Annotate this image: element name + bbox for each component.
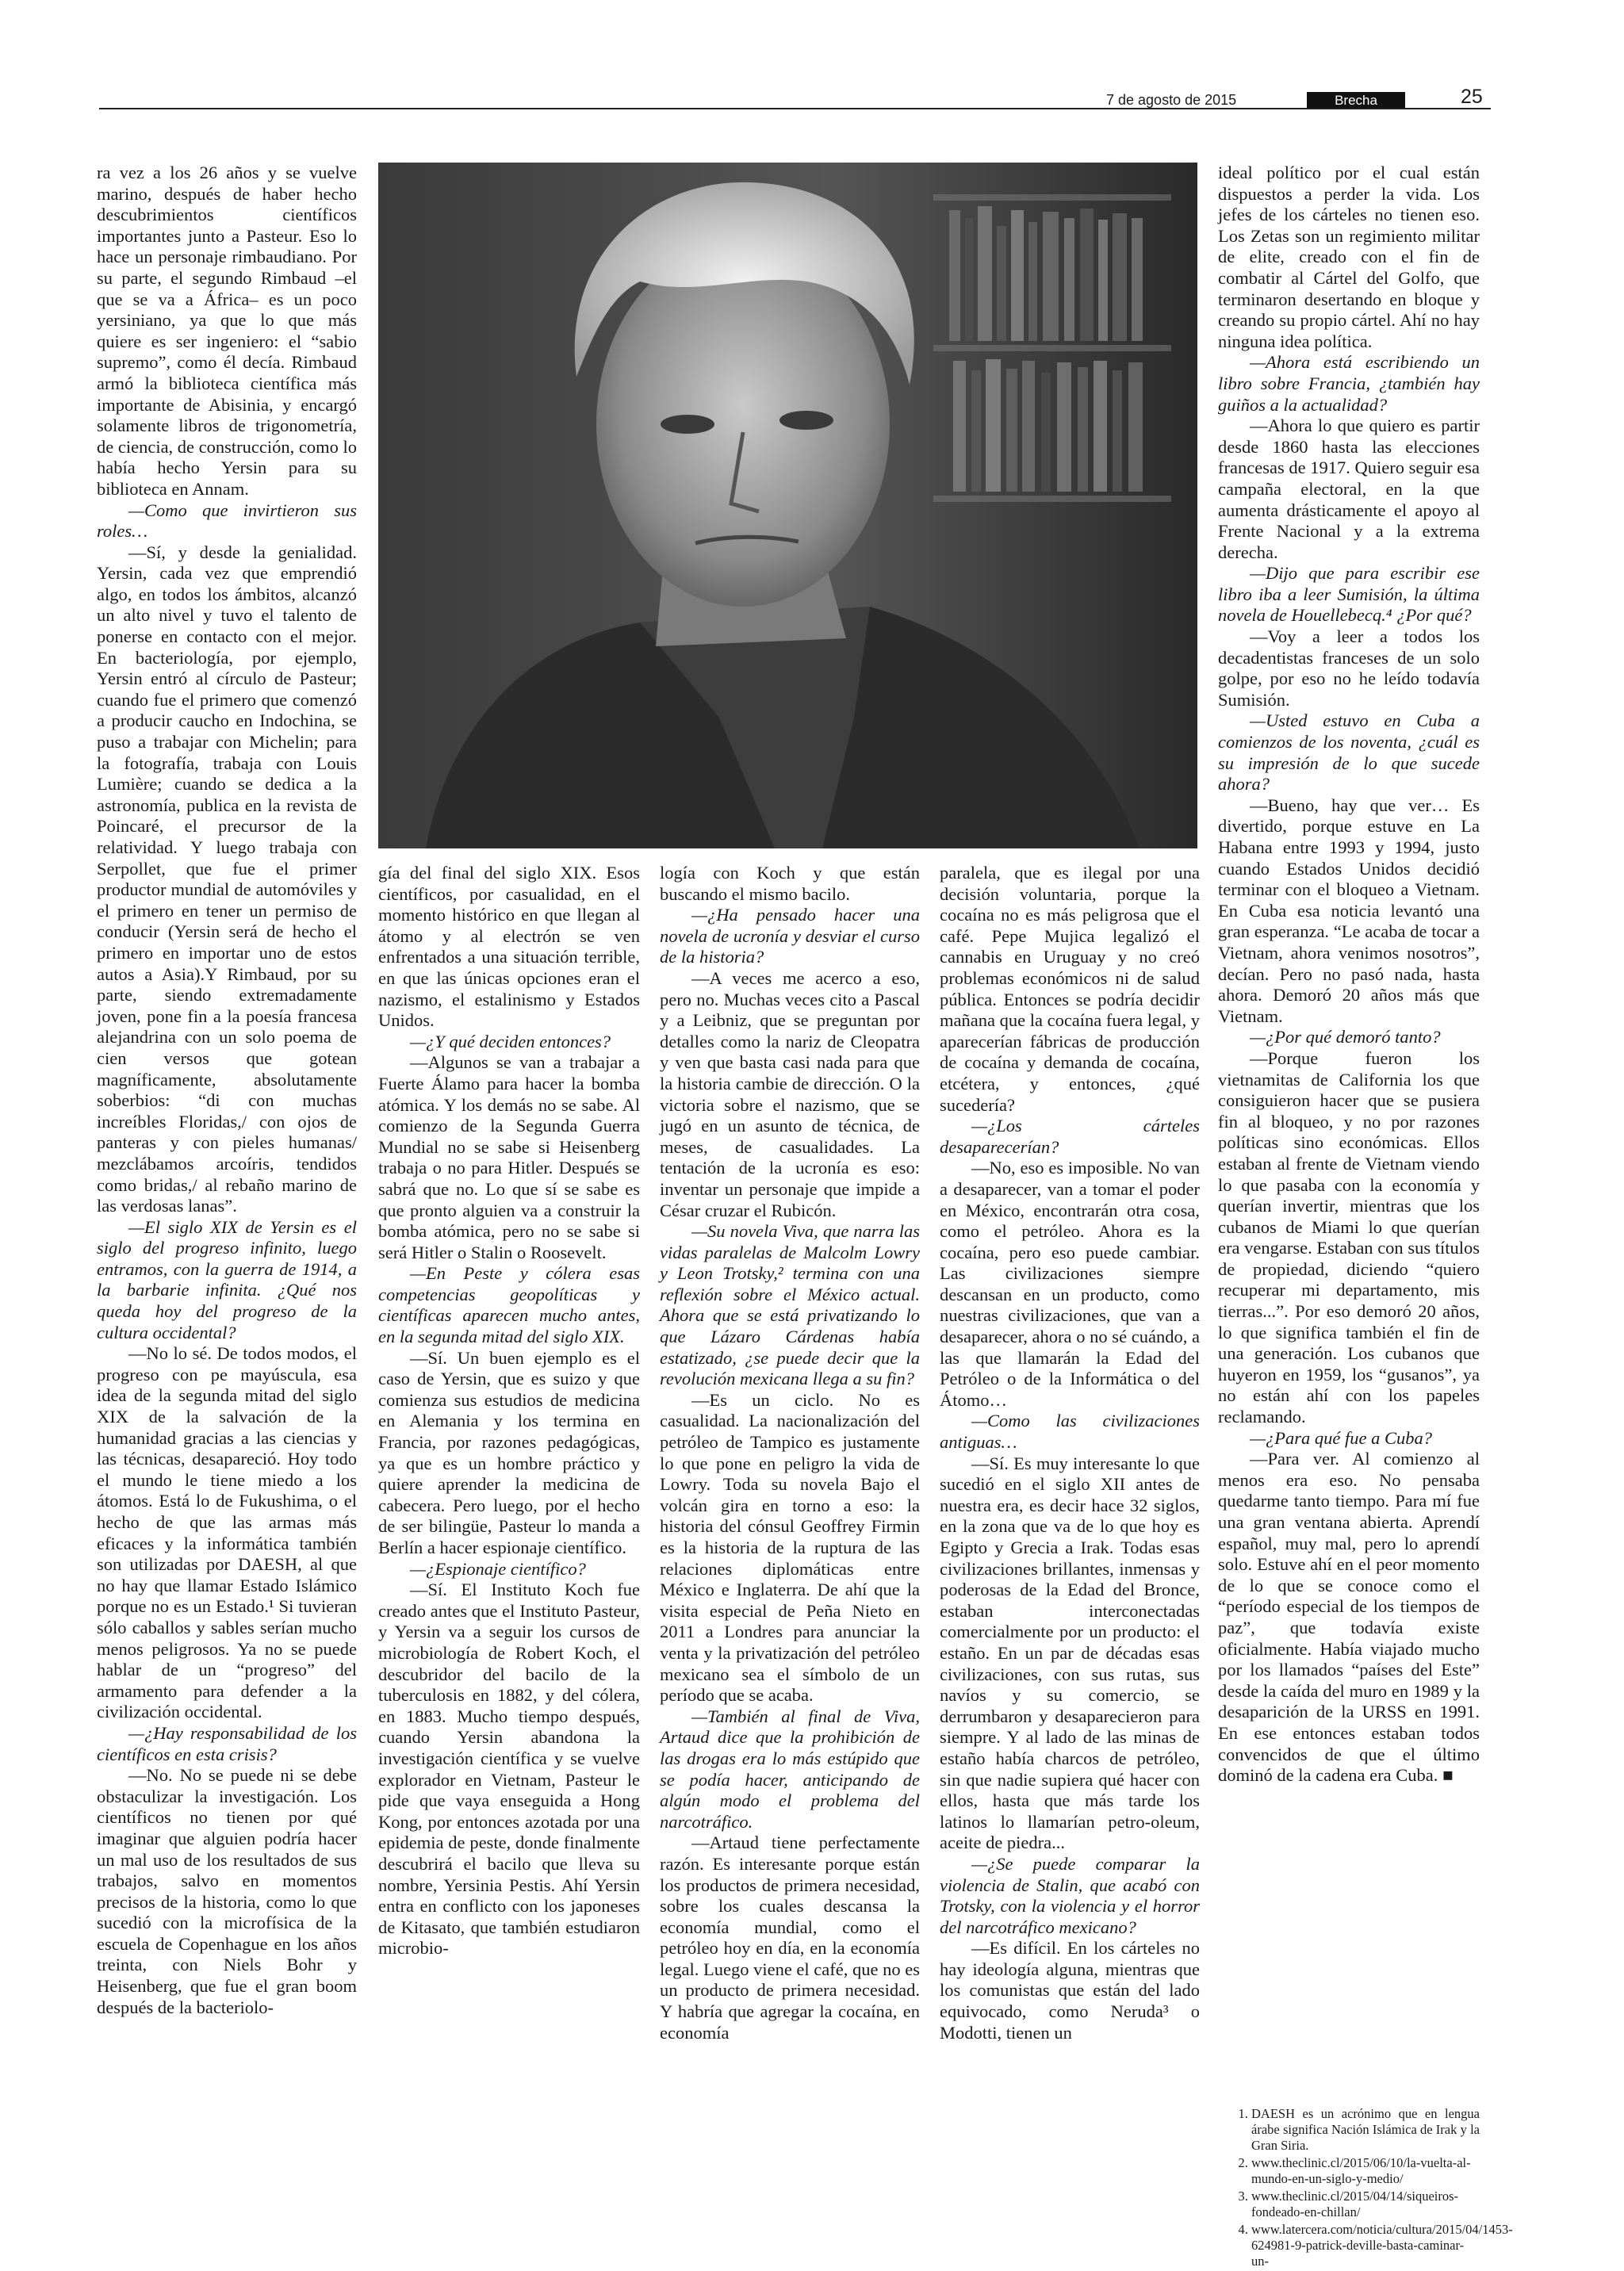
interview-question: —Ahora está escribiendo un libro sobre Francia, ¿también hay guiños a la actualidad?	[1218, 352, 1480, 415]
interview-question: —Su novela Viva, que narra las vidas paralelas de Malcolm Lowry y Leon Trotsky,² termina con una reflexión sobre el México actual. Ahora que se está privatizando lo que Lázaro Cárdenas había estatizado, ¿se puede decir que la revolución mexicana llega a su fin?	[660, 1221, 920, 1389]
text-column-4	[940, 863, 1200, 2043]
interview-question: —¿Para qué fue a Cuba?	[1250, 1427, 1432, 1448]
interview-answer: —Voy a leer a todos los decadentistas franceses de un solo golpe, por eso no he leído todavía Sumisión.	[1218, 626, 1480, 710]
interview-answer: —Porque fueron los vietnamitas de California los que consiguieron hacer que se pusiera fin al bloqueo, y no por razones políticas sino económicas. Ellos estaban al frente de Vietnam viendo lo que pasaba con la economía y querían invertir, mientras que los cubanos de Miami lo que querían era vengarse. Estaban con sus títulos de propiedad, diciendo “quiero recuperar mi departamento, mis tierras...”. Por eso demoró 20 años, lo que significa también el fin de una generación. Los cubanos que huyeron en 1959, los “gusanos”, ya no están ahí con los papeles reclamando.	[1218, 1047, 1480, 1427]
page-number: 25	[1461, 86, 1483, 108]
interview-question: —Como que invirtieron sus roles…	[97, 500, 357, 542]
interview-question: —Usted estuvo en Cuba a comienzos de los noventa, ¿cuál es su impresión de lo que sucede ahora?	[1218, 710, 1480, 795]
interview-answer: —Sí. Es muy interesante lo que sucedió en el siglo XII antes de nuestra era, es decir hace 32 siglos, en la zona que va de lo que hoy es Egipto y Grecia a Irak. Todas esas civilizaciones brillantes, inmensas y poderosas de la Edad del Bronce, estaban interconectadas comercialmente por un producto: el estaño. En un par de décadas esas civilizaciones, con sus rutas, sus navíos y su comercio, se derrumbaron y desaparecieron para siempre. Y al lado de las minas de estaño había charcos de petróleo, sin que nadie supiera qué hacer con ellos, hasta que más tarde los latinos lo llamarían petro-oleum, aceite de piedra...	[940, 1453, 1200, 1853]
interview-question: —También al final de Viva, Artaud dice que la prohibición de las drogas era lo más estúpido que se podía hacer, anticipando de algún modo el problema del narcotráfico.	[660, 1706, 920, 1832]
interview-answer: —Sí, y desde la genialidad. Yersin, cada vez que emprendió algo, en todos los ámbitos, alcanzó un alto nivel y tuvo el talento de ponerse en contacto con el mejor. En bacteriología, por ejemplo, Yersin entró al círculo de Pasteur; cuando fue el primero que comenzó a producir caucho en Indochina, se puso a trabajar con Michelin; para la fotografía, trabaja con Louis Lumière; cuando se dedica a la astronomía, publica en la revista de Poincaré, el precursor de la relatividad. Y luego trabaja con Serpollet, que fue el primer productor mundial de automóviles y el primero en tener un permiso de conducir (Yersin será de hecho el primero en importar uno de estos autos a Asia).Y Rimbaud, por su parte, siendo extremadamente joven, pone fin a la poesía francesa alejandrina con un solo poema de cien versos que gotean magníficamente, absolutamente soberbios: “di con muchas increíbles Floridas,/ con ojos de panteras y con pieles humanas/ mezclábamos arcoíris, tendidos como bridas,/ al rebaño marino de las verdosas lanas”.	[97, 542, 357, 1216]
interview-question: —¿Ha pensado hacer una novela de ucronía y desviar el curso de la historia?	[660, 905, 920, 967]
interview-answer: —No. No se puede ni se debe obstaculizar la investigación. Los científicos no tienen por qué imaginar que alguien podría hacer un mal uso de los resultados de sus trabajos, salvo en momentos precisos de la historia, como lo que sucedió con la microfísica de la escuela de Copenhague en los años treinta, con Niels Bohr y Heisenberg, que fue el gran boom después de la bacteriolo-	[97, 1765, 357, 2017]
interview-answer: —Ahora lo que quiero es partir desde 1860 hasta las elecciones francesas de 1917. Quiero seguir esa campaña electoral, en la que aumenta drásticamente el apoyo al Frente Nacional y a la extrema derecha.	[1218, 416, 1480, 562]
interview-question: —En Peste y cólera esas competencias geopolíticas y científicas aparecen mucho antes, en la segunda mitad del siglo XIX.	[378, 1263, 640, 1347]
paragraph: paralela, que es ilegal por una decisión voluntaria, porque la cocaína no es más peligrosa que el café. Pepe Mujica legalizó el cannabis en Uruguay y no creó problemas económicos ni de salud pública. Entonces se podría decidir mañana que la cocaína fuera legal, y aparecerían fábricas de producción de cocaína y demanda de cocaína, etcétera, y entonces, ¿qué sucedería?	[940, 863, 1200, 1115]
header-rule	[99, 108, 1491, 109]
interview-question: —¿Los cárteles desaparecerían?	[940, 1116, 1200, 1157]
interview-question: —Como las civilizaciones antiguas…	[940, 1411, 1200, 1453]
interview-answer: —Artaud tiene perfectamente razón. Es interesante porque están los productos de primera necesidad, sobre los cuales descansa la economía mundial, como el petróleo hoy en día, en la economía legal. Luego viene el café, que no es un producto de primera necesidad. Y habría que agregar la cocaína, en economía	[660, 1833, 920, 2043]
publication-name: Brecha	[1307, 92, 1405, 109]
footnote: 1. DAESH es un acrónimo que en lengua árabe significa Nación Islámica de Irak y la Gran Siria.	[1251, 2106, 1480, 2154]
interview-answer: —Bueno, hay que ver… Es divertido, porque estuve en La Habana entre 1993 y 1994, justo cuando Estados Unidos decidió terminar con el bloqueo a Vietnam. En Cuba esa noticia levantó una gran esperanza. “Le acaba de tocar a Vietnam, ahora venimos nosotros”, decían. Pero no pasó nada, hasta ahora. Demoró 20 años más que Vietnam.	[1218, 795, 1480, 1026]
interview-answer: —Para ver. Al comienzo al menos era eso. No pensaba quedarme tanto tiempo. Para mí fue una gran ventana abierta. Aprendí español, muy mal, pero lo aprendí solo. Estuve ahí en el peor momento de lo que se conoce como el “período especial de los tiempos de paz”, que todavía existe oficialmente. Había viajado mucho por los llamados “países del Este” desde la caída del muro en 1989 y la desaparición de la URSS en 1991. En ese entonces estaban todos convencidos de que el último dominó de la cadena era Cuba. ■	[1218, 1449, 1480, 1786]
paragraph: ideal político por el cual están dispuestos a perder la vida. Los jefes de los cárteles no tienen eso. Los Zetas son un regimiento militar de elite, creado con el fin de combatir al Cártel del Golfo, que terminaron desertando en bloque y creando su propio cártel. Ahí no hay ninguna idea política.	[1218, 163, 1480, 351]
footnotes	[1218, 2106, 1513, 2271]
interview-answer: —Sí. Un buen ejemplo es el caso de Yersin, que es suizo y que comienza sus estudios de medicina en Alemania y los termina en Francia, por razones pedagógicas, ya que es un hombre práctico y quiere aprender la medicina de cabecera. Pero luego, por el hecho de ser bilingüe, Pasteur lo manda a Berlín a hacer espionaje científico.	[378, 1347, 640, 1557]
interview-question: —¿Y qué deciden entonces?	[410, 1031, 611, 1051]
portrait-image	[378, 163, 1197, 848]
footnote: 4. www.latercera.com/noticia/cultura/2015/04/1453-624981-9-patrick-deville-basta-caminar-un-	[1251, 2222, 1480, 2269]
interview-answer: —Algunos se van a trabajar a Fuerte Álamo para hacer la bomba atómica. Y los demás no se sabe. Al comienzo de la Segunda Guerra Mundial no se sabe si Heisenberg trabaja o no para Hitler. Después se sabrá que no. Lo que sí se sabe es que pronto alguien va a construir la bomba atómica, pero no se sabe si será Hitler o Stalin o Roosevelt.	[378, 1052, 640, 1262]
text-column-2	[378, 863, 640, 1959]
interview-question: —Dijo que para escribir ese libro iba a leer Sumisión, la última novela de Houellebecq.⁴ ¿Por qué?	[1218, 563, 1480, 626]
interview-answer: —Sí. El Instituto Koch fue creado antes que el Instituto Pasteur, y Yersin va a seguir los cursos de microbiología de Robert Koch, el descubridor del bacilo de la tuberculosis en 1882, y del cólera, en 1883. Mucho tiempo después, cuando Yersin abandona la investigación científica y se vuelve explorador en Vietnam, Pasteur le pide que vaya enseguida a Hong Kong, por entonces azotada por una epidemia de peste, donde finalmente descubrirá el bacilo que lleva su nombre, Yersinia Pestis. Ahí Yersin entra en conflicto con los japoneses de Kitasato, que también estudiaron microbio-	[378, 1580, 640, 1959]
text-column-1	[97, 163, 357, 2018]
portrait-photo	[378, 163, 1197, 848]
paragraph: logía con Koch y que están buscando el mismo bacilo.	[660, 863, 920, 904]
interview-answer: —No lo sé. De todos modos, el progreso con pe mayúscula, esa idea de la segunda mitad del siglo XIX de la salvación de la humanidad gracias a las ciencias y las técnicas, desapareció. Hoy todo el mundo le tiene miedo a los átomos. Está lo de Fukushima, o el hecho de que las armas más eficaces y la informática también son utilizadas por DAESH, al que no hay que llamar Estado Islámico porque no es un Estado.¹ Si tuvieran sólo caballos y sables serían mucho menos peligrosos. Ya no se puede hablar de un “progreso” del armamento para defender a la civilización occidental.	[97, 1343, 357, 1722]
text-column-3	[660, 863, 920, 2043]
footnote: 2. www.theclinic.cl/2015/06/10/la-vuelta-al-mundo-en-un-siglo-y-medio/	[1251, 2155, 1480, 2187]
interview-question: —¿Espionaje científico?	[410, 1558, 586, 1579]
interview-question: —¿Hay responsabilidad de los científicos en esta crisis?	[97, 1722, 357, 1764]
paragraph: ra vez a los 26 años y se vuelve marino, después de haber hecho descubrimientos científicos importantes junto a Pasteur. Eso lo hace un personaje rimbaudiano. Por su parte, el segundo Rimbaud –el que se va a África– es un poco yersiniano, ya que lo que más quiere es ser ingeniero: el “sabio supremo”, como él decía. Rimbaud armó la biblioteca científica más importante de Abisinia, y encargó solamente libros de trigonometría, de ciencia, de construcción, como lo había hecho Yersin para su biblioteca en Annam.	[97, 163, 357, 499]
paragraph: gía del final del siglo XIX. Esos científicos, por casualidad, en el momento histórico en que llegan al átomo y al electrón se ven enfrentados a una situación terrible, en que las únicas opciones eran el nazismo, el estalinismo y Estados Unidos.	[378, 863, 640, 1031]
interview-answer: —No, eso es imposible. No van a desaparecer, van a tomar el poder en México, encontrarán otra cosa, como el petróleo. Ahora es la cocaína, pero eso puede cambiar. Las civilizaciones siempre descansan en un producto, como nuestras civilizaciones, que van a desaparecer, ahora o no sé cuándo, a las que llamarán la Edad del Petróleo o de la Informática o del Átomo…	[940, 1158, 1200, 1410]
issue-date: 7 de agosto de 2015	[1106, 92, 1237, 108]
interview-question: —¿Se puede comparar la violencia de Stalin, que acabó con Trotsky, con la violencia y el horror del narcotráfico mexicano?	[940, 1853, 1200, 1937]
interview-answer: —Es un ciclo. No es casualidad. La nacionalización del petróleo de Tampico es justamente lo que pone en peligro la vida de Lowry. Toda su novela Bajo el volcán gira en torno a eso: la historia del cónsul Geoffrey Firmin es la historia de la ruptura de las relaciones diplomáticas entre México e Inglaterra. De ahí que la visita especial de Peña Nieto en 2011 a Londres para anunciar la venta y la privatización del petróleo mexicano sea el símbolo de un período que se acaba.	[660, 1389, 920, 1706]
text-column-5	[1218, 163, 1480, 1787]
footnote: 3. www.theclinic.cl/2015/04/14/siqueiros-fondeado-en-chillan/	[1251, 2189, 1480, 2220]
interview-question: —El siglo XIX de Yersin es el siglo del progreso infinito, luego entramos, con la guerra de 1914, a la barbarie infinita. ¿Qué nos queda hoy del progreso de la cultura occidental?	[97, 1216, 357, 1342]
interview-answer: —A veces me acerco a eso, pero no. Muchas veces cito a Pascal y a Leibniz, que se preguntan por detalles como la nariz de Cleopatra y ven que basta casi nada para que la historia cambie de dirección. O la victoria sobre el nazismo, que se jugó en un asunto de técnica, de meses, de casualidades. La tentación de la ucronía es eso: inventar un personaje que impide a César cruzar el Rubicón.	[660, 967, 920, 1220]
interview-answer: —Es difícil. En los cárteles no hay ideología alguna, mientras que los comunistas que están del lado equivocado, como Neruda³ o Modotti, tienen un	[940, 1938, 1200, 2043]
interview-question: —¿Por qué demoró tanto?	[1250, 1027, 1441, 1047]
